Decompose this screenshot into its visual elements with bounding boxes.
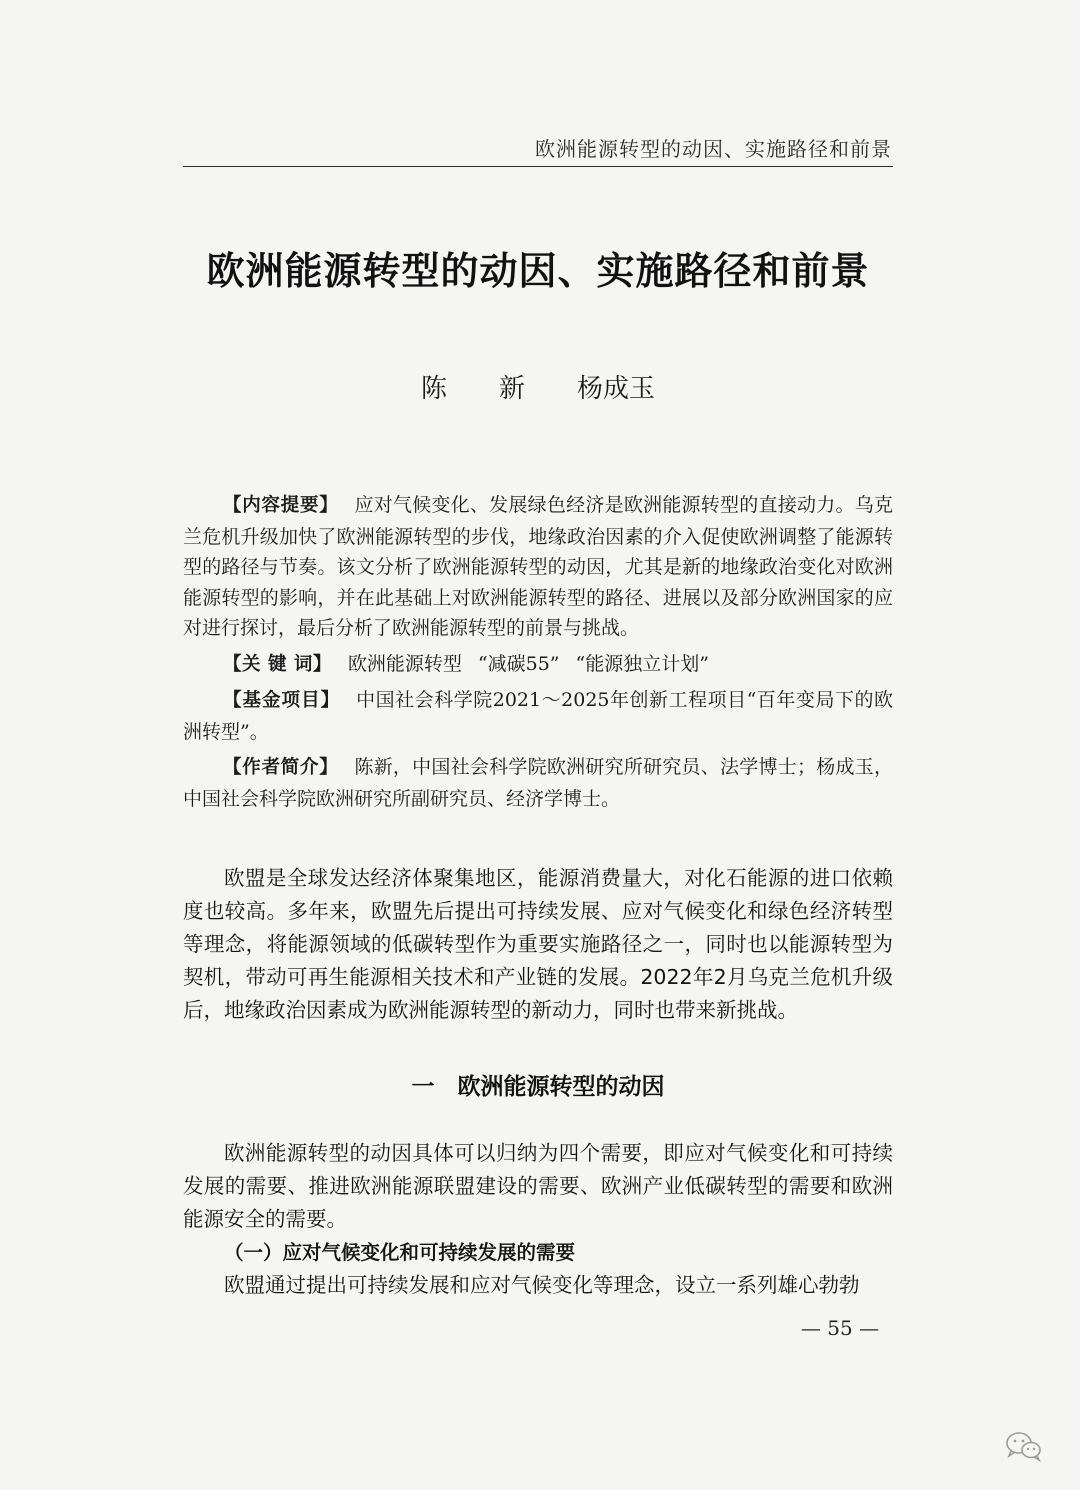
- abstract-label: 【内容提要】: [223, 495, 339, 516]
- funding: [183, 685, 893, 747]
- keywords-label: 【关 键 词】: [223, 653, 332, 675]
- author-bio-label: 【作者简介】: [223, 757, 339, 778]
- funding-label: 【基金项目】: [223, 690, 341, 711]
- article-title: 欧洲能源转型的动因、实施路径和前景: [206, 249, 870, 293]
- keyword-item: 欧洲能源转型: [347, 652, 462, 675]
- author-bio-text: 陈新，中国社会科学院欧洲研究所研究员、法学博士；杨成玉，中国社会科学院欧洲研究所副研究员、经济学博士。: [183, 756, 893, 810]
- article-authors: 陈 新 杨成玉: [420, 374, 655, 404]
- author-bio: [183, 752, 893, 814]
- subsection-paragraph: 欧盟通过提出可持续发展和应对气候变化等理念，设立一系列雄心勃勃: [224, 1273, 860, 1297]
- article-metadata: [183, 490, 893, 819]
- section-heading: 一 欧洲能源转型的动因: [411, 1074, 665, 1100]
- keywords: [183, 649, 893, 681]
- abstract: [183, 490, 893, 644]
- page-number: — 55 —: [800, 1316, 880, 1340]
- running-header: 欧洲能源转型的动因、实施路径和前景: [535, 137, 892, 161]
- intro-paragraph: 欧盟是全球发达经济体聚集地区，能源消费量大，对化石能源的进口依赖度也较高。多年来，欧盟先后提出可持续发展、应对气候变化和绿色经济转型等理念，将能源领域的低碳转型作为重要实施路径之一，同时也以能源转型为契机，带动可再生能源相关技术和产业链的发展。2022年2月乌克兰危机升级后，地缘政治因素成为欧洲能源转型的新动力，同时也带来新挑战。: [183, 866, 893, 1022]
- keyword-item: “能源独立计划”: [575, 652, 709, 675]
- keyword-item: “减碳55”: [477, 652, 560, 675]
- section-body: [183, 1137, 893, 1302]
- subsection-heading: （一）应对气候变化和可持续发展的需要: [224, 1241, 576, 1264]
- wechat-icon: [1004, 1430, 1044, 1462]
- abstract-text: 应对气候变化、发展绿色经济是欧洲能源转型的直接动力。乌克兰危机升级加快了欧洲能源转型的步伐，地缘政治因素的介入促使欧洲调整了能源转型的路径与节奏。该文分析了欧洲能源转型的动因，尤其是新的地缘政治变化对欧洲能源转型的影响，并在此基础上对欧洲能源转型的路径、进展以及部分欧洲国家的应对进行探讨，最后分析了欧洲能源转型的前景与挑战。: [183, 494, 893, 639]
- funding-text: 中国社会科学院2021～2025年创新工程项目“百年变局下的欧洲转型”。: [183, 689, 893, 743]
- introduction: [183, 862, 893, 1027]
- section-paragraph: 欧洲能源转型的动因具体可以归纳为四个需要，即应对气候变化和可持续发展的需要、推进欧洲能源联盟建设的需要、欧洲产业低碳转型的需要和欧洲能源安全的需要。: [183, 1141, 893, 1231]
- header-rule: [183, 166, 893, 167]
